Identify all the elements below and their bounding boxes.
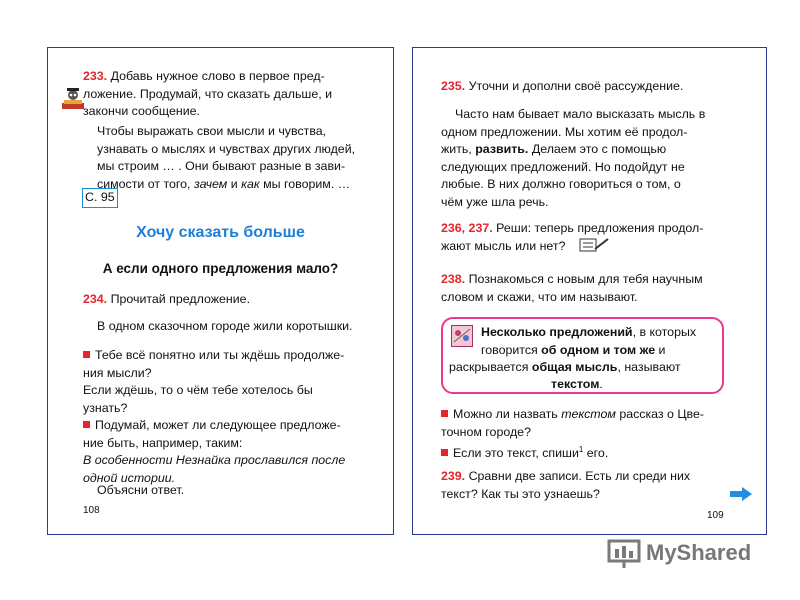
exercise-number: 234. — [83, 292, 108, 306]
text-line: , в которых — [632, 325, 697, 339]
bullet-icon — [441, 410, 448, 417]
text-line: Можно ли назвать — [453, 407, 562, 421]
bold-term: текстом — [551, 377, 600, 391]
definition-text — [481, 324, 696, 359]
text-line: и — [655, 342, 666, 357]
definition-box — [441, 317, 724, 394]
text-line: Уточни и дополни своё рассуждение. — [468, 79, 684, 93]
right-page — [412, 47, 767, 535]
paragraph-233 — [97, 123, 355, 193]
sample-sentence: В одном сказочном городе жили коротышки. — [97, 319, 353, 333]
section-subtitle: А если одного предложения мало? — [102, 261, 339, 276]
text-line: точном городе? — [441, 424, 531, 439]
text-line: Если это текст, спиши — [453, 446, 579, 461]
bold-term: об одном и том же — [541, 342, 656, 357]
text-line: Делаем это с помощью — [528, 142, 667, 156]
bullet-icon — [441, 449, 448, 456]
text-line: жают мысль или нет? — [441, 238, 566, 253]
definition-text-cont — [449, 359, 681, 377]
text-line: Тебе всё понятно или ты ждёшь продолже- — [95, 348, 345, 362]
exercise-233 — [83, 68, 332, 121]
italic-word: зачем — [193, 176, 228, 191]
exercise-236-237 — [441, 220, 703, 255]
text-line: Часто нам бывает мало высказать мысль в — [455, 107, 706, 121]
exercise-number: 235. — [441, 79, 466, 93]
text-line: любые. В них должно говориться о том, о — [441, 177, 681, 191]
watermark-text: MyShared — [646, 540, 752, 565]
exercise-234 — [83, 291, 250, 309]
italic-line: В особенности Незнайка прославился после — [83, 453, 346, 467]
text-line: , называют — [617, 360, 681, 374]
paragraph-235 — [441, 106, 705, 211]
exercise-239 — [441, 468, 690, 503]
text-line: . — [599, 377, 603, 391]
text-line: Прочитай предложение. — [110, 292, 251, 306]
section-title: Хочу сказать больше — [136, 224, 305, 241]
question-block-2 — [441, 406, 704, 463]
definition-rule-icon — [451, 325, 473, 347]
text-line: говорится — [481, 342, 542, 357]
exercise-number: 233. — [83, 69, 108, 83]
text-line: узнать? — [83, 400, 128, 415]
text-line: закончи сообщение. — [83, 104, 200, 118]
question-block-1 — [83, 347, 345, 487]
text-line: Познакомься с новым для тебя научным — [468, 272, 703, 286]
text-line: ния мысли? — [83, 365, 152, 380]
text-line: Чтобы выражать свои мысли и чувства, — [97, 124, 327, 138]
italic-word: текстом — [561, 407, 616, 421]
text-line: узнавать о мыслях и чувствах других людей, — [97, 141, 356, 156]
explain-instruction: Объясни ответ. — [97, 483, 185, 497]
text-line: ние быть, например, таким: — [83, 435, 243, 450]
text-line: симости от того, — [97, 176, 194, 191]
text-line: мы говорим. … — [259, 176, 351, 191]
bold-term: общая мысль — [531, 360, 618, 374]
pencil-notebook-icon — [579, 237, 609, 253]
myshared-logo — [606, 537, 766, 571]
page-number: 108 — [83, 505, 100, 516]
text-line: и — [227, 176, 242, 191]
text-line: его. — [583, 446, 609, 461]
presentation-board-icon — [606, 539, 642, 569]
bold-term: Несколько предложений — [481, 325, 633, 339]
text-line: Подумай, может ли следующее предложе- — [95, 418, 341, 432]
text-line: текст? Как ты это узнаешь? — [441, 486, 600, 501]
exercise-238 — [441, 271, 703, 306]
text-line: жить, — [441, 142, 476, 156]
text-line: следующих предложений. Но подойдут не — [441, 159, 685, 174]
text-line: Добавь нужное слово в первое пред- — [110, 69, 325, 83]
italic-word: как — [241, 176, 260, 191]
bullet-icon — [83, 351, 90, 358]
text-line: Реши: теперь предложения продол- — [496, 221, 704, 235]
text-line: ложение. Продумай, что сказать дальше, и — [83, 86, 333, 101]
bold-word: развить. — [475, 142, 529, 156]
text-line: Сравни две записи. Есть ли среди них — [468, 469, 691, 483]
exercise-235 — [441, 78, 683, 96]
exercise-number: 239. — [441, 469, 466, 483]
text-line: одном предложении. Мы хотим её продол- — [441, 124, 688, 139]
page-reference-link[interactable]: С. 95 — [82, 188, 118, 208]
text-line: рассказ о Цве- — [615, 407, 705, 421]
exercise-number: 238. — [441, 272, 466, 286]
exercise-number: 236, 237. — [441, 221, 493, 235]
text-line: раскрывается — [449, 360, 532, 374]
text-line: мы строим … . Они бывают разные в зави- — [97, 159, 346, 173]
text-line: Если ждёшь, то о чём тебе хотелось бы — [83, 383, 313, 397]
bullet-icon — [83, 421, 90, 428]
left-page — [47, 47, 394, 535]
definition-term — [551, 376, 603, 394]
footnote-mark: 1 — [578, 445, 584, 454]
next-page-arrow-icon[interactable] — [729, 486, 753, 502]
text-line: словом и скажи, что им называют. — [441, 289, 638, 304]
italic-line: одной истории. — [83, 470, 176, 485]
page-number: 109 — [707, 510, 724, 521]
text-line: чём уже шла речь. — [441, 194, 549, 209]
